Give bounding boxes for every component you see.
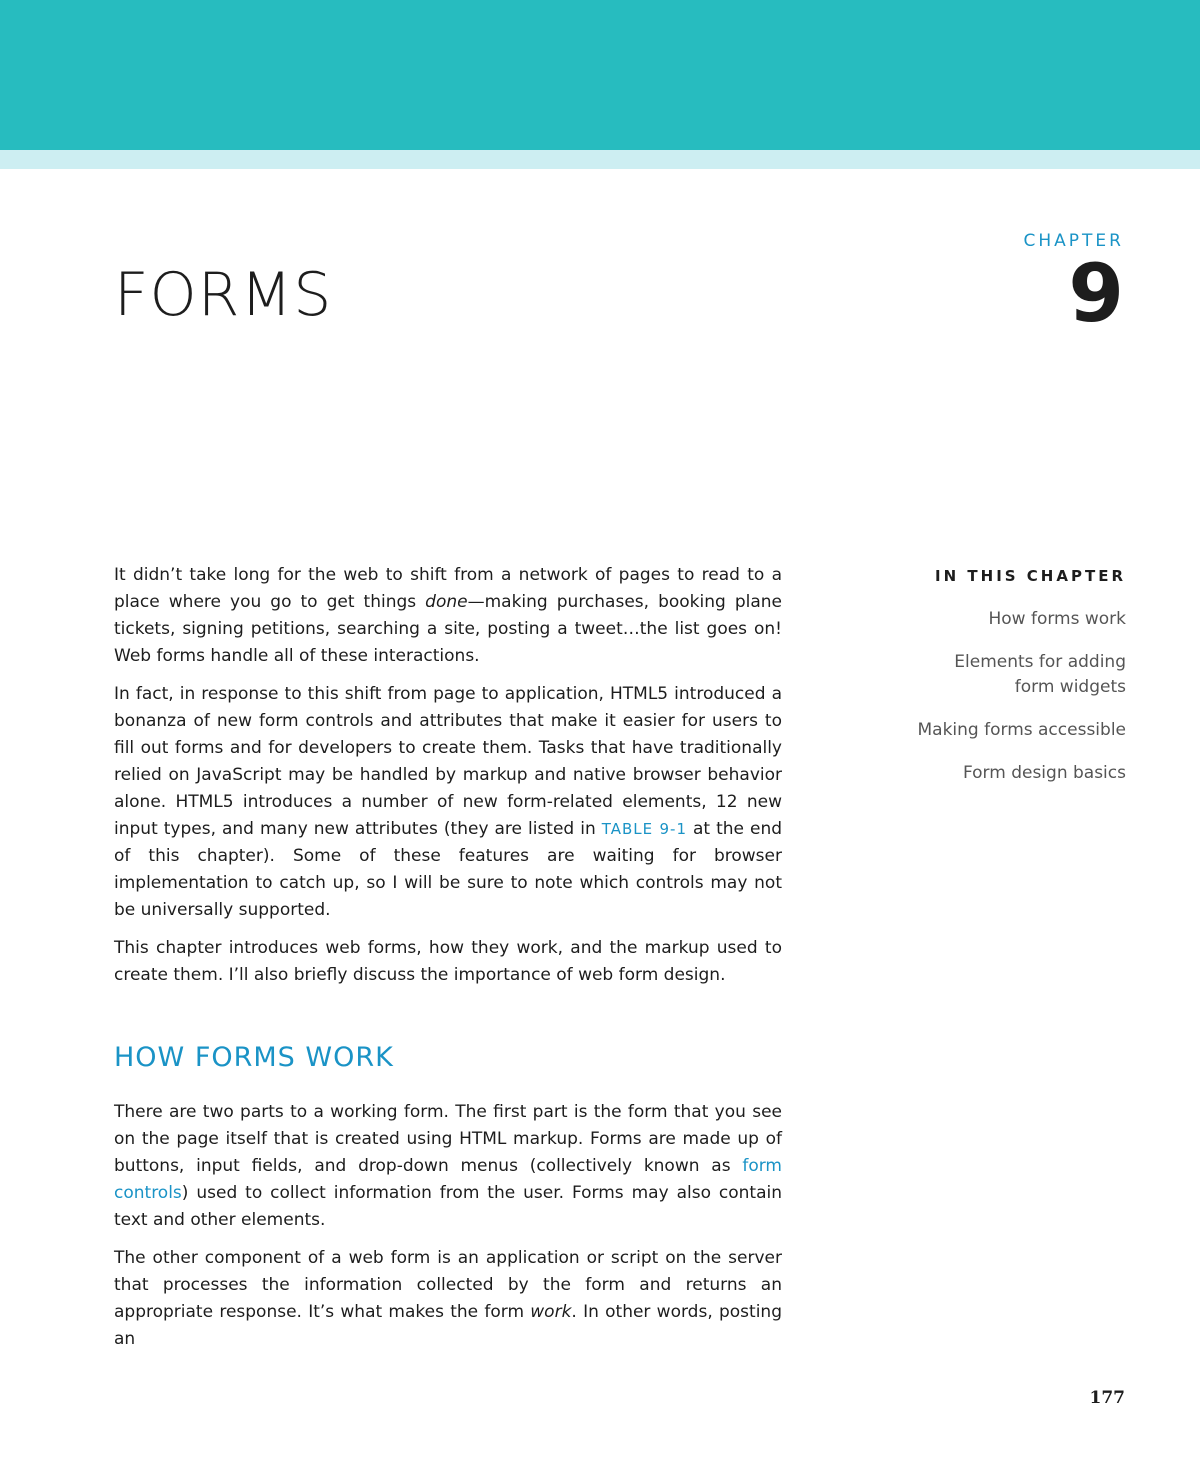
sidebar-heading: IN THIS CHAPTER [935,567,1126,585]
paragraph-chapter-overview: This chapter introduces web forms, how they work, and the markup used to create them. I’ll also briefly discuss the importance of web form design. [114,938,782,985]
paragraph-html5 [114,681,782,924]
chapter-number: 9 [1068,247,1124,340]
text-run: There are two parts to a working form. The first part is the form that you see on the page itself that is created using HTML markup. Forms are made up of buttons, input fields, and drop-down menus (collectively known as [114,1102,782,1176]
text-run: ) used to collect information from the user. Forms may also contain text and other elements. [114,1183,782,1230]
text-run: at the end of this chapter). Some of these features are waiting for browser implementation to catch up, so I will be sure to note which controls may not be universally supported. [114,819,783,920]
in-this-chapter-sidebar [866,566,1126,804]
text-run: . In other words, posting an [114,1302,782,1349]
text-run: The other component of a web form is an application or script on the server that processes the information collected by the form and returns an appropriate response. It’s what makes the form [114,1248,782,1322]
sidebar-item-how-forms-work: How forms work [988,609,1126,629]
chapter-title: FORMS [114,260,333,330]
emphasis-done: done [425,592,468,612]
text-run: In fact, in response to this shift from page to application, HTML5 introduced a bonanza of new form controls and attributes that make it easier for users to fill out forms and for developers to create them. Tasks that have traditionally relied on JavaScript may be handled by markup and native browser behavior alone. HTML5 introduces a number of new form-related elements, 12 new input types, and many new attributes (they are listed in [114,684,782,839]
sidebar-item-form-widgets: Elements for adding form widgets [954,652,1126,697]
header-light-strip [0,150,1200,169]
section-heading: HOW FORMS WORK [114,1042,394,1073]
paragraph-server-component [114,1245,782,1353]
page-number: 177 [1089,1388,1125,1408]
text-run: —making purchases, booking plane tickets, signing petitions, searching a site, posting a tweet…the list goes on! Web forms handle all of these interactions. [114,592,782,666]
paragraph-intro [114,562,782,670]
sidebar-item-form-design-basics: Form design basics [962,763,1126,783]
chapter-label: CHAPTER [1023,231,1124,251]
emphasis-work: work [530,1302,572,1322]
glossary-term-form-controls: form controls [114,1156,782,1203]
header-color-band [0,0,1200,150]
sidebar-item-accessible-forms: Making forms accessible [917,720,1126,740]
table-reference-link[interactable]: TABLE 9-1 [601,820,687,838]
text-run: It didn’t take long for the web to shift from a network of pages to read to a place where you go to get things [114,565,782,612]
paragraph-two-parts [114,1099,782,1234]
main-text-column [114,562,782,1364]
